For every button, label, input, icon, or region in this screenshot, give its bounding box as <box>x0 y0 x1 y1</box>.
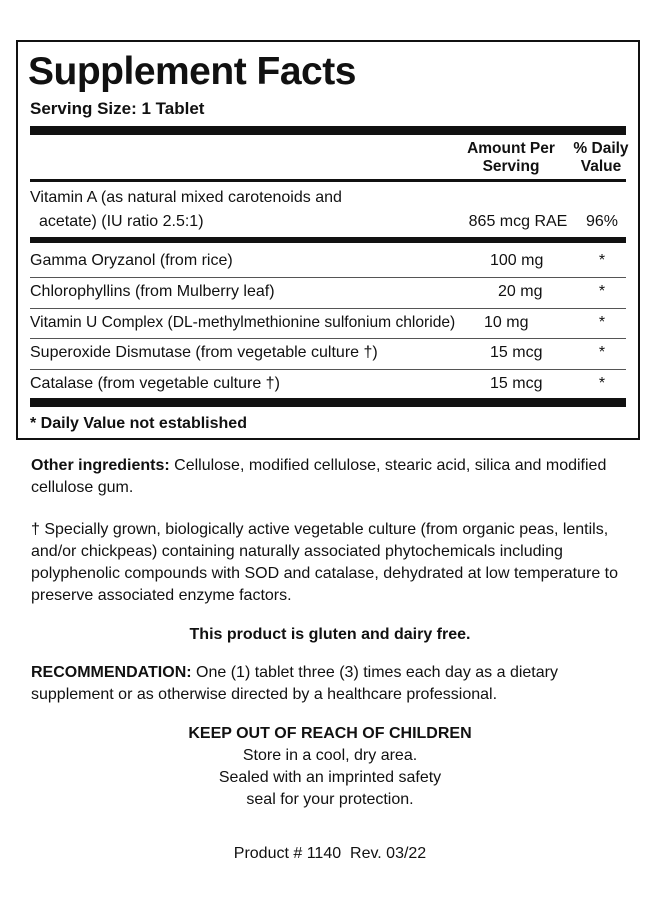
nutrient-name: Vitamin U Complex (DL-methylmethionine sulfonium chloride) <box>30 314 456 331</box>
thick-divider <box>30 398 626 407</box>
nutrient-amount: 100 mg <box>490 252 544 269</box>
nutrient-daily-value: * <box>598 252 606 269</box>
nutrient-name-line2: acetate) (IU ratio 2.5:1) <box>39 213 204 230</box>
nutrient-daily-value: * <box>598 344 606 361</box>
panel-title: Supplement Facts <box>28 50 356 93</box>
daily-value-footnote: * Daily Value not established <box>30 415 247 432</box>
nutrient-daily-value: * <box>598 283 606 300</box>
recommendation <box>31 662 631 706</box>
other-ingredients-label: Other ingredients: <box>31 457 170 474</box>
row-divider <box>30 338 626 339</box>
other-ingredients <box>31 455 631 499</box>
gluten-statement: This product is gluten and dairy free. <box>189 626 471 643</box>
seal-line1: Sealed with an imprinted safety <box>218 769 442 786</box>
medium-divider <box>30 237 626 243</box>
product-info: Product # 1140 Rev. 03/22 <box>233 845 427 862</box>
other-ingredients-text: Cellulose, modified cellulose, stearic acid, silica and modified cellulose gum. <box>31 457 607 496</box>
nutrient-amount: 15 mcg <box>490 344 543 361</box>
nutrient-daily-value: * <box>598 375 606 392</box>
row-divider <box>30 369 626 370</box>
seal-line2: seal for your protection. <box>246 791 414 808</box>
daily-value-header <box>566 140 636 176</box>
serving-size: Serving Size: 1 Tablet <box>30 99 205 118</box>
dv-header-line1: % Daily <box>573 140 629 157</box>
storage-line: Store in a cool, dry area. <box>242 747 418 764</box>
nutrient-name: Catalase (from vegetable culture †) <box>30 375 280 392</box>
nutrient-name-line1: Vitamin A (as natural mixed carotenoids and <box>30 189 342 206</box>
nutrient-daily-value: * <box>598 314 606 331</box>
nutrient-amount: 865 mcg RAE <box>468 213 568 230</box>
row-divider <box>30 277 626 278</box>
row-divider <box>30 308 626 309</box>
recommendation-label: RECOMMENDATION: <box>31 664 192 681</box>
recommendation-text: One (1) tablet three (3) times each day as a dietary supplement or as otherwise directed by a healthcare professional. <box>31 664 558 703</box>
nutrient-amount: 10 mg <box>484 314 529 331</box>
amount-header-line1: Amount Per <box>467 140 555 157</box>
dagger-note: † Specially grown, biologically active vegetable culture (from organic peas, lentils, and/or chickpeas) containing naturally associated phytochemicals including polyphenolic compounds with SOD and catalase, dehydrated at low temperature to preserve associated enzyme factors. <box>31 521 619 604</box>
dv-header-line2: Value <box>580 158 622 175</box>
nutrient-name: Superoxide Dismutase (from vegetable culture †) <box>30 344 378 361</box>
warning-heading: KEEP OUT OF REACH OF CHILDREN <box>188 725 472 742</box>
nutrient-amount: 15 mcg <box>490 375 543 392</box>
supplement-facts-panel <box>16 40 640 440</box>
nutrient-name: Gamma Oryzanol (from rice) <box>30 252 233 269</box>
amount-per-serving-header <box>456 140 566 176</box>
nutrient-amount: 20 mg <box>498 283 543 300</box>
nutrient-daily-value: 96% <box>585 213 619 230</box>
warning-block <box>16 723 644 811</box>
nutrient-name: Chlorophyllins (from Mulberry leaf) <box>30 283 275 300</box>
header-divider <box>30 179 626 182</box>
thick-divider <box>30 126 626 135</box>
amount-header-line2: Serving <box>482 158 540 175</box>
